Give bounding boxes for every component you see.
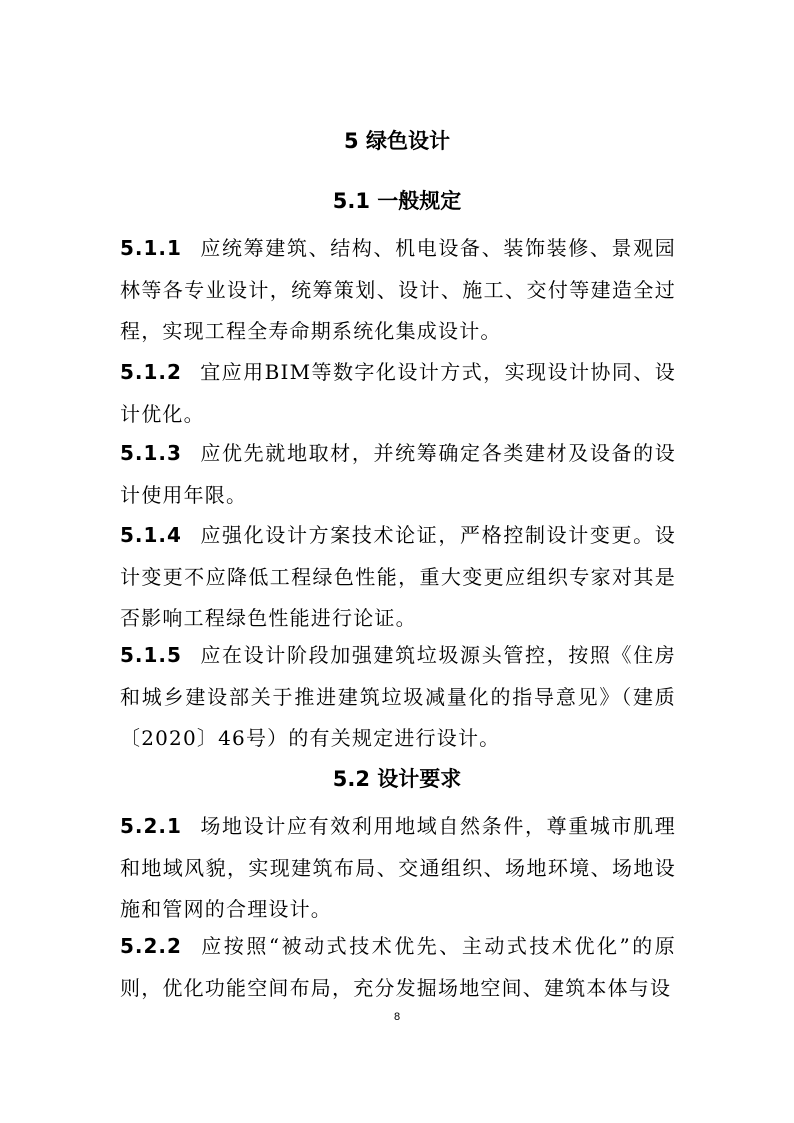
clause-number: 5.2.1 [120, 814, 182, 838]
clause-number: 5.1.3 [120, 441, 182, 465]
clause-5-1-4 [120, 515, 676, 640]
clause-5-1-3 [120, 433, 676, 516]
clause-text: 应统筹建筑、结构、机电设备、装饰装修、景观园林等各专业设计，统筹策划、设计、施工、交付等建造全过程，实现工程全寿命期系统化集成设计。 [120, 236, 676, 343]
clause-text: 应按照“被动式技术优先、主动式技术优化”的原则，优化功能空间布局，充分发掘场地空间、建筑本体与设 [120, 934, 676, 1000]
section-title-5-2: 5.2 设计要求 [332, 767, 462, 791]
clause-text: 应强化设计方案技术论证，严格控制设计变更。设计变更不应降低工程绿色性能，重大变更应组织专家对其是否影响工程绿色性能进行论证。 [120, 523, 676, 630]
clause-5-1-5 [120, 635, 676, 760]
clause-text: 应优先就地取材，并统筹确定各类建材及设备的设计使用年限。 [120, 441, 676, 507]
clause-5-2-2 [120, 926, 676, 1009]
clause-number: 5.2.2 [120, 934, 182, 958]
section-title-5-1: 5.1 一般规定 [332, 189, 462, 213]
clause-5-1-2 [120, 352, 676, 435]
page-number: 8 [393, 1011, 401, 1023]
clause-text: 宜应用BIM等数字化设计方式，实现设计协同、设计优化。 [120, 360, 676, 426]
clause-number: 5.1.1 [120, 236, 182, 260]
chapter-title: 5 绿色设计 [344, 129, 450, 153]
clause-number: 5.1.4 [120, 523, 182, 547]
clause-5-2-1 [120, 806, 676, 931]
clause-number: 5.1.5 [120, 643, 182, 667]
clause-number: 5.1.2 [120, 360, 182, 384]
clause-text: 应在设计阶段加强建筑垃圾源头管控，按照《住房和城乡建设部关于推进建筑垃圾减量化的指导意见》（建质〔2020〕46号）的有关规定进行设计。 [120, 643, 676, 750]
clause-text: 场地设计应有效利用地域自然条件，尊重城市肌理和地域风貌，实现建筑布局、交通组织、场地环境、场地设施和管网的合理设计。 [120, 814, 676, 921]
clause-5-1-1 [120, 228, 676, 353]
